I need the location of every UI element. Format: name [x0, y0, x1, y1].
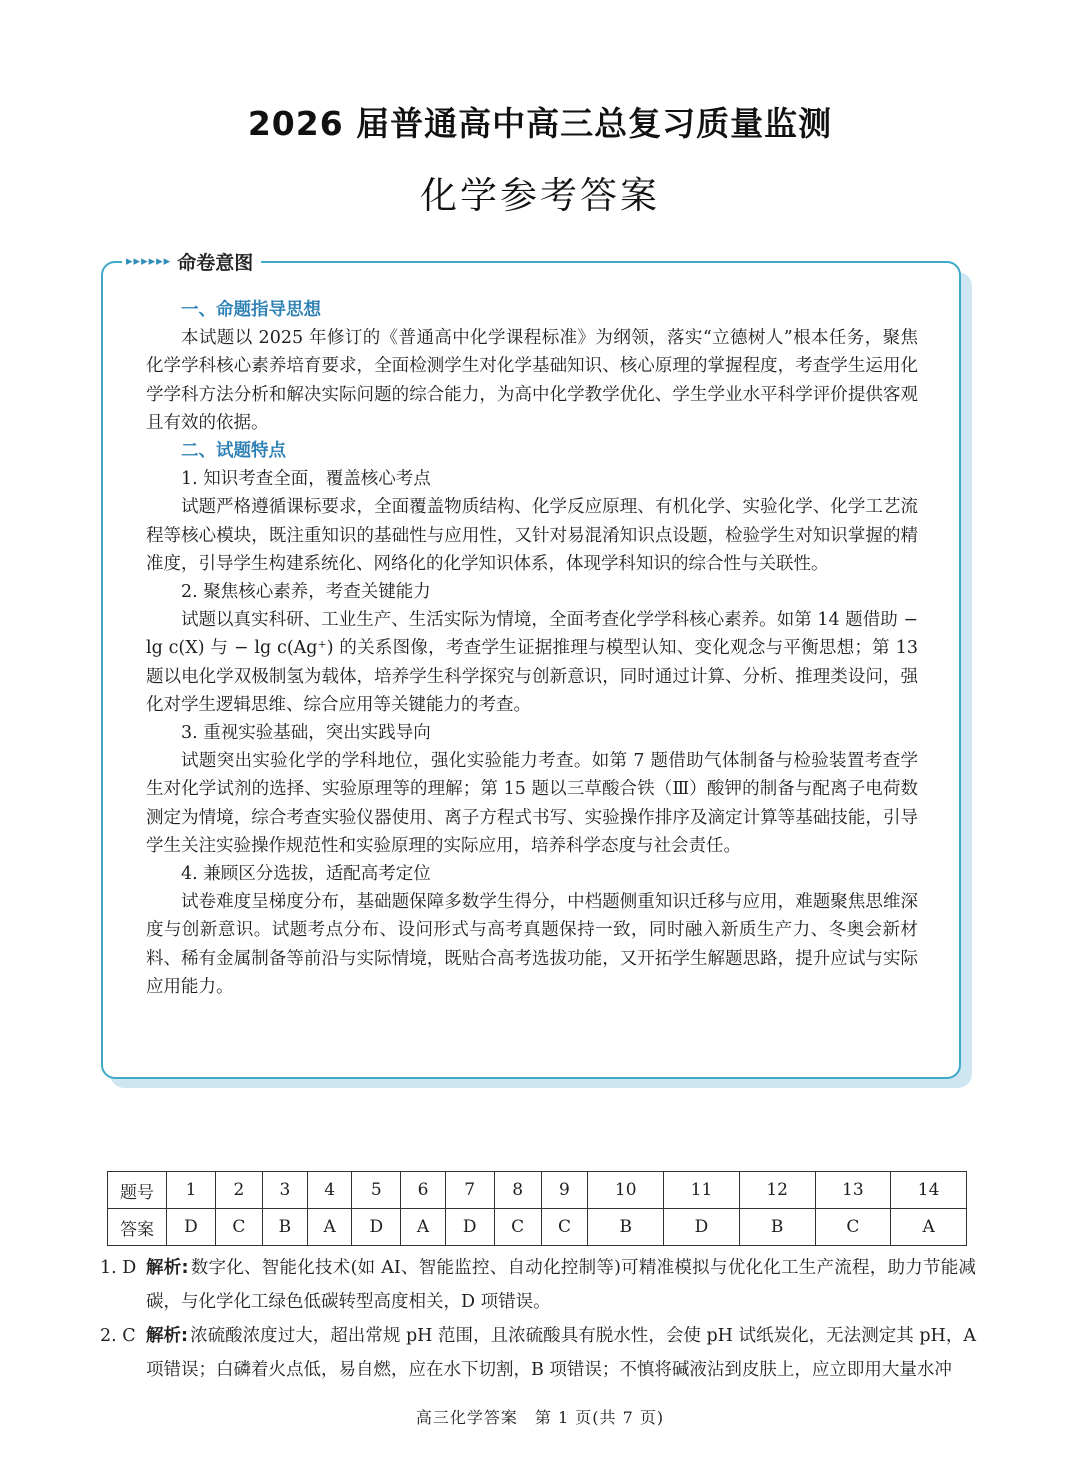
answer-cell: D: [352, 1209, 401, 1246]
question-number: 9: [541, 1172, 588, 1209]
question-number: 4: [307, 1172, 351, 1209]
point-heading: 2. 聚焦核心素养，考查关键能力: [181, 582, 431, 603]
answer-cell: D: [167, 1209, 216, 1246]
answer-table: [107, 1171, 967, 1246]
question-number: 11: [664, 1172, 740, 1209]
question-number: 14: [891, 1172, 967, 1209]
question-number: 12: [739, 1172, 815, 1209]
intent-content: [146, 296, 918, 1001]
explanation-item: [100, 1251, 976, 1319]
intent-box-label: [122, 247, 261, 275]
explanation-text: 数字化、智能化技术(如 AI、智能监控、自动化控制等)可精准模拟与优化化工生产流程，助力节能减碳，与化学化工绿色低碳转型高度相关，D 项错误。: [146, 1258, 977, 1312]
question-number: 3: [262, 1172, 307, 1209]
document-title: 2026 届普通高中高三总复习质量监测: [247, 104, 833, 143]
row-label: 答案: [108, 1209, 167, 1246]
explanation-number: 2. C: [100, 1326, 136, 1346]
answer-cell: B: [739, 1209, 815, 1246]
explanation-keyword: 解析:: [146, 1326, 189, 1346]
explanation-text: 浓硫酸浓度过大，超出常规 pH 范围，且浓硫酸具有脱水性，会使 pH 试纸炭化，无法测定其 pH，A 项错误；白磷着火点低，易自燃，应在水下切割，B 项错误；不慎将碱液沾到皮肤上，应立即用大量水冲: [146, 1326, 977, 1380]
answer-cell: C: [215, 1209, 262, 1246]
explanation-item: [100, 1319, 976, 1387]
answer-cell: A: [307, 1209, 351, 1246]
answer-cell: A: [891, 1209, 967, 1246]
answer-cell: C: [541, 1209, 588, 1246]
row-label: 题号: [108, 1172, 167, 1209]
page-footer: 高三化学答案 第 1 页(共 7 页): [415, 1408, 665, 1427]
intent-box-title: 命卷意图: [177, 251, 254, 274]
answer-cell: D: [664, 1209, 740, 1246]
question-number-row: [108, 1172, 967, 1209]
section-title: 二、试题特点: [181, 441, 286, 462]
arrow-decoration-icon: ▸ ▸ ▸ ▸ ▸ ▸: [126, 253, 171, 269]
answer-cell: C: [815, 1209, 891, 1246]
answer-cell: B: [588, 1209, 664, 1246]
question-number: 8: [494, 1172, 541, 1209]
answer-cell: D: [445, 1209, 494, 1246]
point-paragraph: 试题严格遵循课标要求，全面覆盖物质结构、化学反应原理、有机化学、实验化学、化学工艺流程等核心模块，既注重知识的基础性与应用性，又针对易混淆知识点设题，检验学生对知识掌握的精准度，引导学生构建系统化、网络化的化学知识体系，体现学科知识的综合性与关联性。: [146, 497, 918, 574]
document-subtitle: 化学参考答案: [420, 174, 660, 217]
question-number: 5: [352, 1172, 401, 1209]
explanation-keyword: 解析:: [146, 1258, 189, 1278]
answer-cell: C: [494, 1209, 541, 1246]
point-paragraph: 试题以真实科研、工业生产、生活实际为情境，全面考查化学学科核心素养。如第 14 题借助 − lg c(X) 与 − lg c(Ag⁺) 的关系图像，考查学生证据推理与模型认知、变化观念与平衡思想；第 13 题以电化学双极制氢为载体，培养学生科学探究与创新意识，同时通过计算、分析、推理类设问，强化对学生逻辑思维、综合应用等关键能力的考查。: [146, 610, 918, 715]
section-paragraph: 本试题以 2025 年修订的《普通高中化学课程标准》为纲领，落实“立德树人”根本任务，聚焦化学学科核心素养培育要求，全面检测学生对化学基础知识、核心原理的掌握程度，考查学生运用化学学科方法分析和解决实际问题的综合能力，为高中化学教学优化、学生学业水平科学评价提供客观且有效的依据。: [146, 328, 918, 433]
explanation-body: [146, 1319, 976, 1387]
question-number: 2: [215, 1172, 262, 1209]
point-heading: 3. 重视实验基础，突出实践导向: [181, 723, 431, 744]
explanations: [100, 1251, 976, 1387]
point-heading: 1. 知识考查全面，覆盖核心考点: [181, 469, 431, 490]
explanation-number: 1. D: [100, 1258, 137, 1278]
section-title: 一、命题指导思想: [181, 300, 321, 320]
answer-cell: B: [262, 1209, 307, 1246]
question-number: 13: [815, 1172, 891, 1209]
answer-row: [108, 1209, 967, 1246]
question-number: 6: [401, 1172, 445, 1209]
question-number: 10: [588, 1172, 664, 1209]
point-paragraph: 试卷难度呈梯度分布，基础题保障多数学生得分，中档题侧重知识迁移与应用，难题聚焦思维深度与创新意识。试题考点分布、设问形式与高考真题保持一致，同时融入新质生产力、冬奥会新材料、稀有金属制备等前沿与实际情境，既贴合高考选拔功能，又开拓学生解题思路，提升应试与实际应用能力。: [146, 892, 918, 997]
explanation-body: [146, 1251, 976, 1319]
answer-cell: A: [401, 1209, 445, 1246]
question-number: 1: [167, 1172, 216, 1209]
question-number: 7: [445, 1172, 494, 1209]
point-paragraph: 试题突出实验化学的学科地位，强化实验能力考查。如第 7 题借助气体制备与检验装置考查学生对化学试剂的选择、实验原理等的理解；第 15 题以三草酸合铁（Ⅲ）酸钾的制备与配离子电荷数测定为情境，综合考查实验仪器使用、离子方程式书写、实验操作排序及滴定计算等基础技能，引导学生关注实验操作规范性和实验原理的实际应用，培养科学态度与社会责任。: [146, 751, 918, 856]
point-heading: 4. 兼顾区分选拔，适配高考定位: [181, 864, 431, 885]
